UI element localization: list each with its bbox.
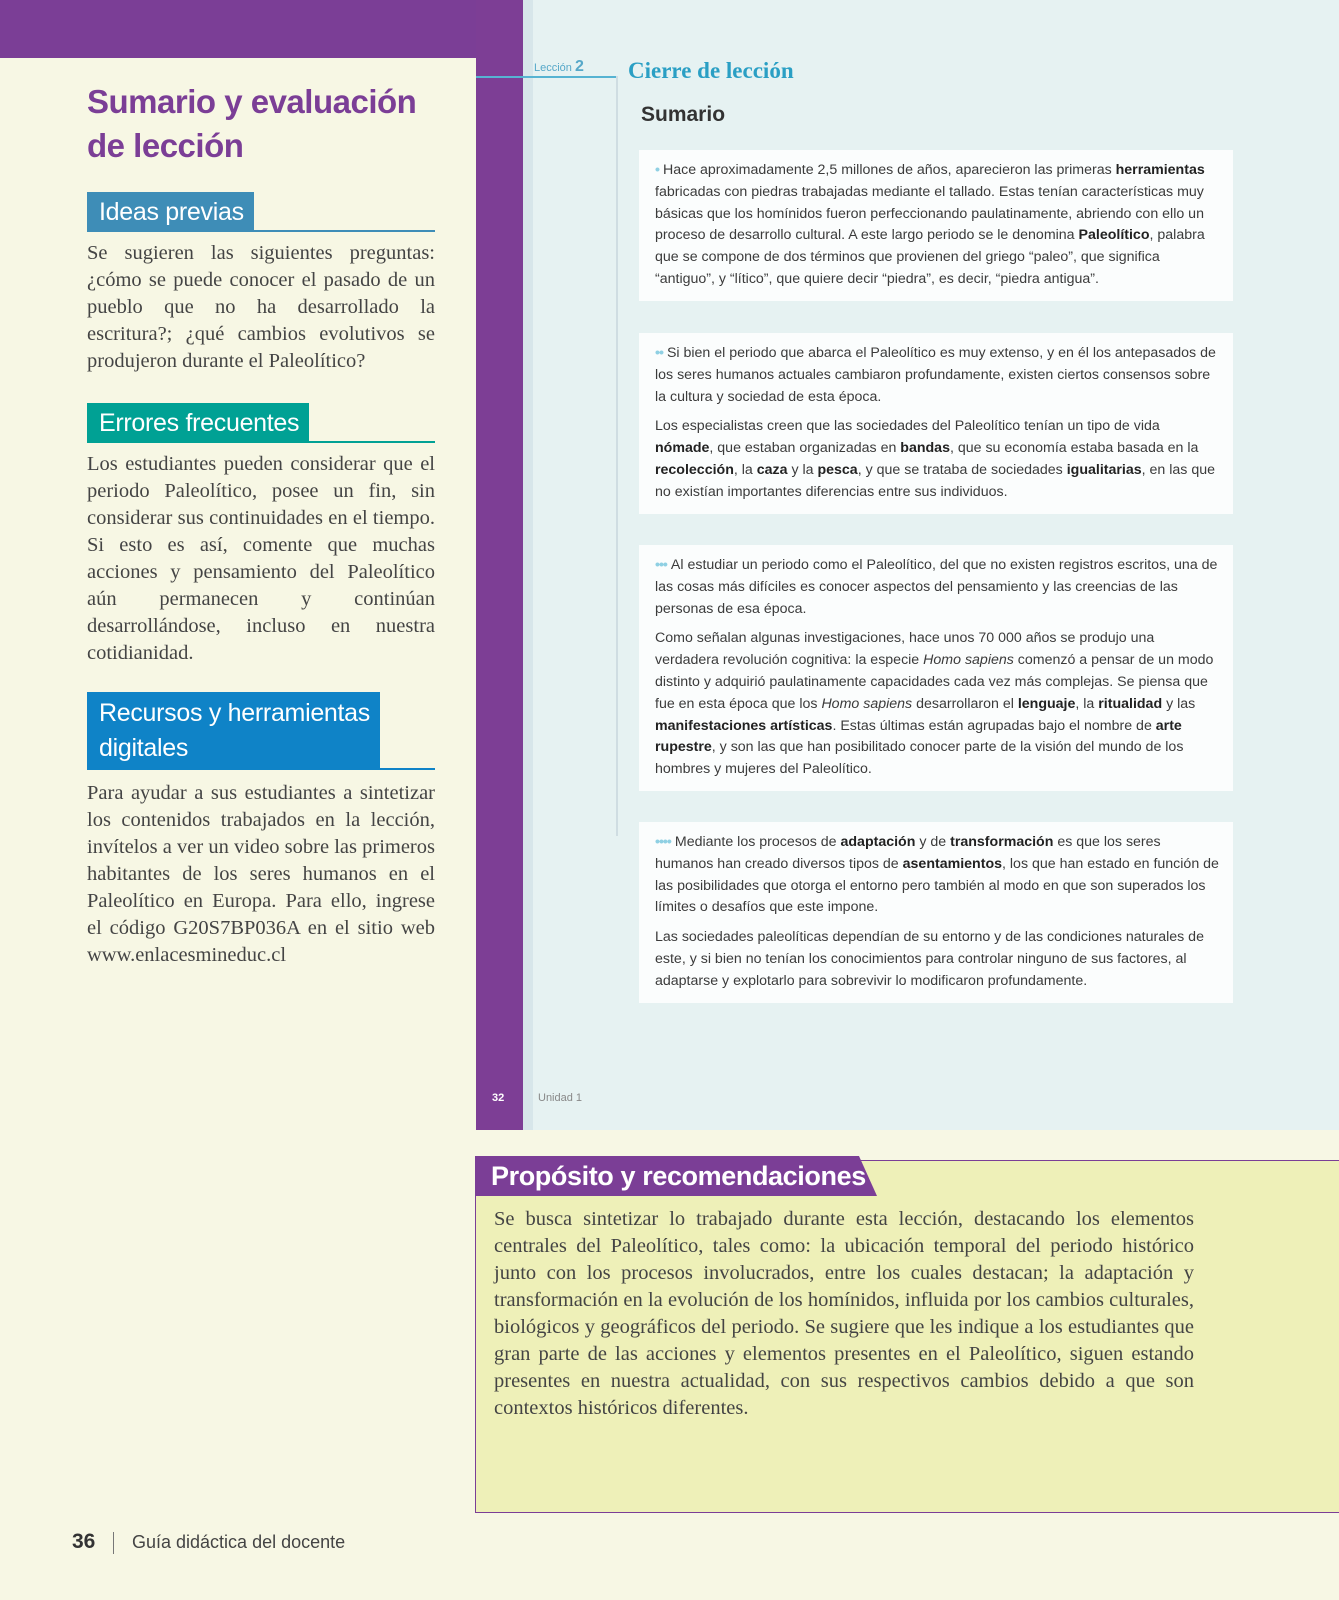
lesson-label-text: Lección [534, 62, 572, 74]
student-book-page [476, 0, 1339, 1130]
bold-term: recolección [655, 461, 734, 478]
section-heading-recursos-digitales [87, 692, 435, 770]
recursos-digitales-text: Para ayudar a sus estudiantes a sintetizar los contenidos trabajados en la lección, invítelos a ver un video sobre las primeros habitantes de los seres humanos en el Paleolítico en Europa. Para ello, ingrese el código G20S7BP036A en el sitio web www.enlacesmineduc.cl [87, 782, 435, 966]
text-run: Si bien el periodo que abarca el Paleolítico es muy extenso, y en él los antepasados de los seres humanos actuales cambiaron profundamente, existen ciertos consensos sobre la cultura y sociedad de esta época. [655, 345, 1216, 405]
book-purple-margin [476, 0, 523, 1130]
section-heading-rule [87, 230, 435, 232]
book-section-heading: Cierre de lección [628, 58, 794, 83]
bold-term: herramientas [1115, 162, 1205, 178]
bold-term: pesca [817, 461, 858, 478]
text-run: es que los seres humanos han creado diversos tipos de [655, 834, 1161, 872]
heading-line-1: Recursos y herramientas [99, 699, 370, 727]
bold-term: ritualidad [1098, 695, 1163, 712]
rich-text [655, 557, 1217, 617]
top-color-bar [0, 0, 476, 58]
text-run: , que su economía estaba basada en la [949, 440, 1199, 457]
text-run: y las [1162, 695, 1196, 712]
rich-text [655, 162, 1205, 287]
book-page-number: 32 [492, 1092, 505, 1104]
errores-frecuentes-text: Los estudiantes pueden considerar que el periodo Paleolítico, posee un fin, sin considerar sus continuidades en el tiempo. Si esto es así, comente que muchas acciones y pensamiento del Paleolítico aún permanecen y continúan desarrollándose, incluso en nuestra cotidianidad. [87, 453, 435, 664]
text-run: Las sociedades paleolíticas dependían de su entorno y de las condiciones naturales de este, y si bien no tenían los conocimientos para controlar ninguno de sus factores, al adaptarse y explotarlo para sobrevivir lo modificaron profundamente. [655, 929, 1204, 989]
text-run: comenzó a pensar de un modo distinto y adquirió paulatinamente capacidades cada vez más complejas. Se piensa que fue en esta época que los [655, 652, 1214, 712]
summary-card-paragraph [655, 555, 1219, 620]
text-run: y la [787, 461, 818, 478]
section-heading-rule [87, 768, 435, 770]
book-unit-label: Unidad 1 [538, 1092, 583, 1104]
text-run: , que estaban organizadas en [709, 440, 901, 457]
footer-guide-title: Guía didáctica del docente [132, 1532, 346, 1552]
bold-term: arte rupestre [655, 717, 1182, 756]
italic-term: Homo sapiens [923, 652, 1014, 669]
summary-card-paragraph [655, 416, 1219, 503]
bold-term: lenguaje [1017, 695, 1076, 712]
lesson-number: 2 [574, 58, 584, 75]
section-heading-label: Ideas previas [87, 192, 254, 230]
text-run: , la [733, 461, 757, 478]
text-run: , y son las que han posibilitado conocer parte de la visión del mundo de los hombres y mujeres del Paleolítico. [655, 739, 1184, 778]
bold-term: igualitarias [1066, 461, 1142, 478]
text-run: , palabra que se compone de dos términos que provienen del griego “paleo”, que significa “antiguo”, y “lítico”, que quiere decir “piedra”, es decir, “piedra antigua”. [655, 227, 1205, 287]
section-heading-label [87, 692, 380, 768]
summary-card-3 [639, 545, 1233, 791]
footer-separator [113, 1532, 114, 1554]
bold-term: adaptación [840, 834, 916, 850]
summary-card-paragraph [655, 160, 1219, 291]
section-heading-ideas-previas [87, 192, 435, 232]
section-heading-rule [87, 441, 435, 443]
purpose-title: Propósito y recomendaciones [491, 1161, 866, 1191]
bold-term: caza [756, 461, 788, 478]
dots-marker: • [655, 162, 659, 178]
rich-text [655, 834, 1219, 915]
bold-term: Paleolítico [1078, 227, 1150, 244]
text-run: Al estudiar un periodo como el Paleolítico, del que no existen registros escritos, una de las cosas más difíciles es conocer aspectos del pensamiento y las creencias de las personas de esa época. [655, 557, 1218, 617]
dots-marker: •••• [655, 834, 671, 850]
summary-card-paragraph [655, 628, 1219, 781]
rich-text [655, 418, 1215, 499]
summary-card-paragraph [655, 832, 1219, 919]
footer-page-number: 36 [72, 1530, 96, 1553]
text-run: , en las que no existían importantes diferencias entre sus individuos. [655, 461, 1215, 500]
summary-card-1 [639, 150, 1233, 301]
purpose-title-tab [475, 1156, 877, 1196]
text-run: . Estas últimas están agrupadas bajo el nombre de [832, 717, 1156, 734]
bold-term: asentamientos [902, 855, 1003, 872]
page-title: Sumario y evaluación de lección [87, 83, 417, 164]
text-run: , la [1075, 695, 1099, 712]
text-run: , y que se trataba de sociedades [857, 461, 1067, 478]
book-margin-strip [523, 0, 533, 1130]
book-heading-rule [476, 76, 618, 78]
text-run: Mediante los procesos de [674, 834, 841, 850]
summary-card-2 [639, 333, 1233, 514]
text-run: y de [915, 834, 951, 850]
section-heading-label: Errores frecuentes [87, 403, 309, 441]
section-heading-errores-frecuentes [87, 403, 435, 443]
italic-term: Homo sapiens [821, 695, 913, 712]
text-run: Los especialistas creen que las sociedades del Paleolítico tenían un tipo de vida [655, 418, 1160, 435]
bold-term: transformación [950, 834, 1054, 850]
book-vertical-rule [616, 76, 618, 836]
text-run: Hace aproximadamente 2,5 millones de años, aparecieron las primeras [662, 162, 1116, 178]
summary-card-paragraph [655, 927, 1219, 992]
dots-marker: ••• [655, 557, 667, 573]
text-run: fabricadas con piedras trabajadas mediante el tallado. Estas tenían características muy básicas que los homínidos fueron perfeccionando paulatinamente, abriendo con ello un proceso de desarrollo cultural. A este largo periodo se le denomina [655, 183, 1204, 244]
dots-marker: •• [655, 345, 663, 361]
text-run: , los que han estado en función de las posibilidades que otorga el entorno pero también al modo en que son superados los límites o desafíos que este impone. [655, 855, 1219, 916]
heading-line-2: digitales [99, 734, 189, 762]
book-lesson-label [534, 58, 584, 76]
book-subheading: Sumario [641, 103, 726, 126]
summary-card-paragraph [655, 343, 1219, 408]
summary-card-4 [639, 822, 1233, 1003]
rich-text [655, 929, 1204, 989]
bold-term: manifestaciones artísticas [655, 717, 833, 734]
bold-term: nómade [655, 440, 710, 457]
text-run: desarrollaron el [912, 695, 1018, 712]
text-run: Como señalan algunas investigaciones, hace unos 70 000 años se produjo una verdadera revolución cognitiva: la especie [655, 630, 1155, 669]
rich-text [655, 630, 1213, 777]
bold-term: bandas [900, 440, 950, 457]
purpose-text: Se busca sintetizar lo trabajado durante esta lección, destacando los elementos centrales del Paleolítico, tales como: la ubicación temporal del periodo histórico junto con los procesos involucrados, entre los cuales destacan; la adaptación y transformación en la evolución de los homínidos, influida por los cambios culturales, biológicos y geográficos del periodo. Se sugiere que les indique a los estudiantes que gran parte de las acciones y elementos presentes en el Paleolítico, siguen estando presentes en nuestra actualidad, con sus respectivos cambios debido a que son contextos históricos diferentes. [494, 1208, 1194, 1419]
ideas-previas-text: Se sugieren las siguientes preguntas: ¿cómo se puede conocer el pasado de un pueblo que no ha desarrollado la escritura?; ¿qué cambios evolutivos se produjeron durante el Paleolítico? [87, 242, 435, 372]
rich-text [655, 345, 1216, 405]
